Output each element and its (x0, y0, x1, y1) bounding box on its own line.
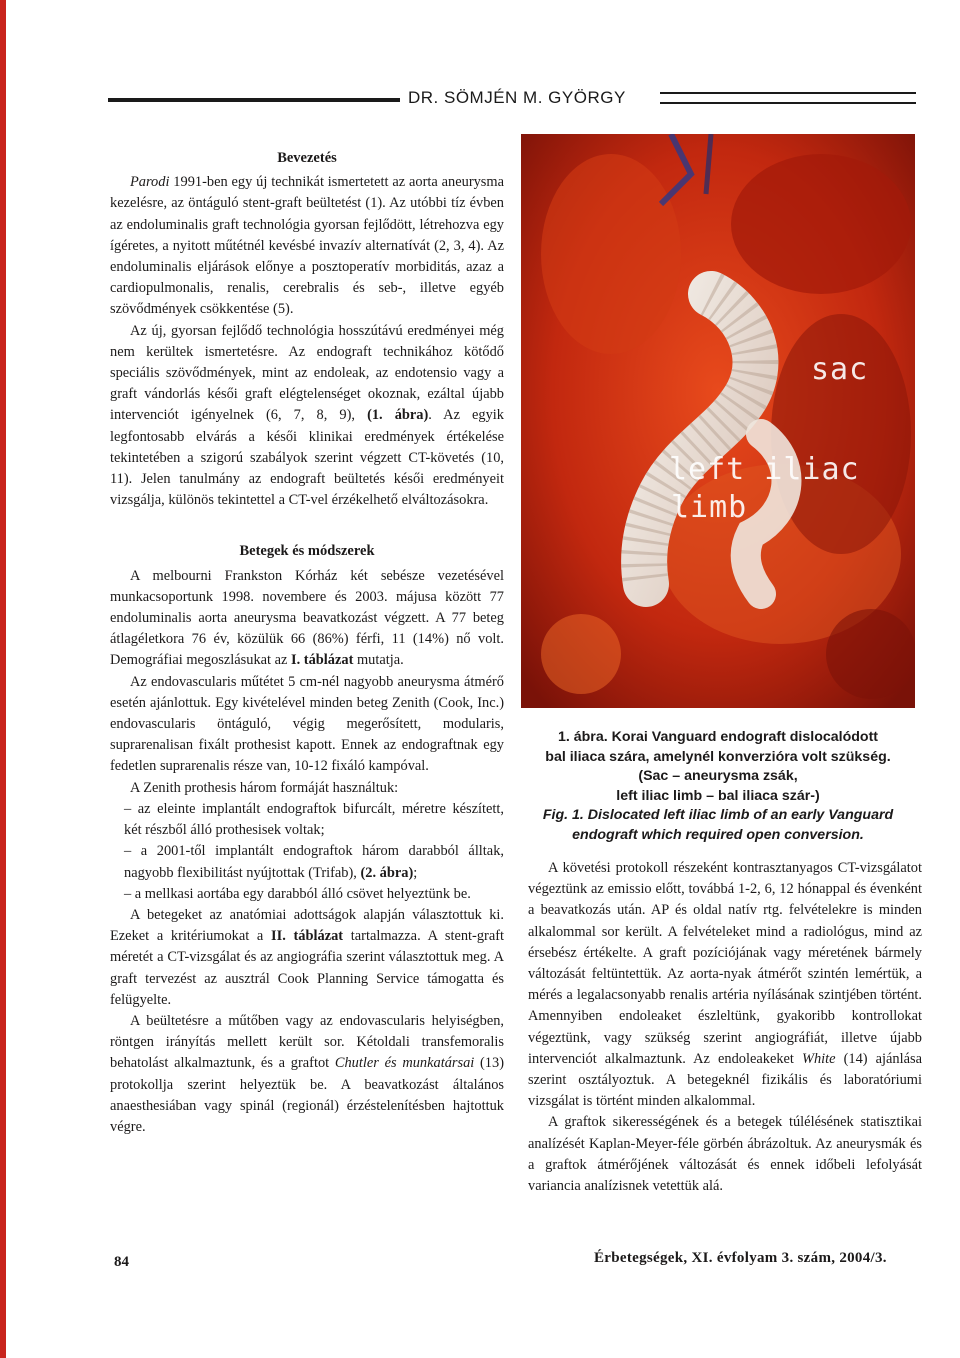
table-reference: I. táblázat (291, 652, 354, 669)
section-title-methods: Betegek és módszerek (239, 543, 375, 560)
photo-label-limb: limb (671, 490, 748, 525)
caption-hu-line-2: bal iliaca szára, amelynél konverzióra volt szükség. (545, 748, 891, 765)
header-author: DR. SÖMJÉN M. GYÖRGY (408, 88, 626, 107)
right-paragraph-1: A követési protokoll részeként kontrasztanyagos CT-vizsgálatot végeztünk az emissio előtt, továbbá 1-2, 6, 12 hónappal és évenként a beavatkozás után. AP és oldal natív rtg. felvételekre is minden alkalommal sor került. A felvételeket mind a radiológus, mind az érsebész értékelte. A graft pozíciójának vagy méretének bármely változását feltüntettük. Az aorta-nyak átmérőt szintén lemértük, a mérés a legalacsonyabb renalis artéria nyílásának szintjében történt. Amennyiben endoleaket észleltünk, gyakoribb kontrollokat végeztünk, vagy szükség szerint angiográfiát, illetve újabb intervenciót alkalmaztunk. Az endoleakeket White (14) ajánlása szerint osztályoztuk. A betegeknél fizikális és laboratóriumi vizsgálat is történt minden alkalommal. (528, 860, 922, 1110)
figure-reference-2: (2. ábra) (360, 864, 414, 881)
left-column (110, 148, 504, 1138)
methods-list-item-3: – a mellkasi aortába egy darabból álló csövet helyeztünk be. (124, 885, 471, 902)
table-reference-2: II. táblázat (271, 928, 344, 945)
caption-en-line-1: Fig. 1. Dislocated left iliac limb of an early Vanguard (542, 807, 894, 823)
intro-paragraph-2: Az új, gyorsan fejlődő technológia hosszútávú eredményei még nem kerültek ismertetésre. Az endograft technikához kötődő speciális szövődmények, mint az endoleak, az endotensio vagy a graft vándorlás késői graft elégtelenséget okoznak, ezáltal újabb intervenciót igényelnek (6, 7, 8, 9), (1. ábra). Az egyik legfontosabb elvárás a késői klinikai eredmények értékelése tekintetében a szigorú szabályok szerint végzett CT-követés (10, 11). Jelen tanulmány az endograft beültetés késői eredményeit vizsgálja, különös tekintettel a CT-vel érzékelhető elváltozásokra. (110, 322, 504, 509)
caption-en-line-2: endograft which required open conversion. (572, 826, 864, 843)
methods-paragraph-1: A melbourni Frankston Kórház két sebésze vezetésével munkacsoportunk 1998. novembere és 2003. májusa között 77 endoluminalis aorta aneurysma beavatkozást végzett. A 77 beteg átlagéletkora 76 év, közülük 66 (86%) férfi, 11 (14%) nő volt. Demográfiai megoszlásukat az I. táblázat mutatja. (110, 567, 504, 669)
author-name-italic: Parodi (130, 174, 170, 191)
photo-label-sac: sac (811, 352, 869, 387)
header-rule-left (108, 98, 400, 102)
methods-list-item-1: – az eleinte implantált endograftok bifurcált, méretre készített, két részből álló prothesisek voltak; (124, 800, 504, 839)
figure-reference: (1. ábra) (367, 407, 429, 424)
right-column (528, 858, 922, 1197)
intro-paragraph-1: Parodi 1991-ben egy új technikát ismertetett az aorta aneurysma kezelésre, az öntáguló stent-graft beültetést (1). Az utóbbi tíz évben az endoluminalis graft technológia gyorsan fejlődött, létrehozva egy ígéretes, a nyitott műtétnél kevésbé invazív alternatívát (2, 3, 4). Az endoluminalis eljárások előnye a posztoperatív morbiditás, azaz a cardiopulmonalis, renalis, cerebralis és seb-, illetve egyéb szövődmények csökkentése (5). (110, 174, 504, 318)
caption-hu-line-3: (Sac – aneurysma zsák, (638, 768, 798, 784)
caption-hu-line-1: 1. ábra. Korai Vanguard endograft dislocalódott (557, 729, 879, 745)
surgical-photo-illustration (521, 134, 915, 708)
right-paragraph-2: A graftok sikerességének és a betegek túlélésének statisztikai analízését Kaplan-Meyer-féle görbén ábrázoltuk. Az aneurysmák és a graftok átmérőjének változását és ennek időbeli lefolyását variancia analízisnek vetettük alá. (528, 1114, 922, 1195)
caption-hu-line-4: left iliac limb – bal iliaca szár-) (616, 787, 820, 804)
methods-paragraph-5: A beültetésre a műtőben vagy az endovascularis helyiségben, röntgen irányítás mellett került sor. Kétoldali transfemoralis behatolást alkalmaztunk, és a graftot Chutler és munkatársai (13) protokollja szerint helyeztük be. A beavatkozást általános anaesthesiában vagy spinál (regionál) érzéstelenítésben hajtottuk végre. (110, 1012, 504, 1135)
methods-list-item-2: – a 2001-től implantált endograftok három darabból álltak, nagyobb flexibilitást nyújtottak (Trifab), (2. ábra); (124, 843, 504, 881)
journal-footer: Érbetegségek, XI. évfolyam 3. szám, 2004/3. (594, 1250, 887, 1266)
figure-caption (521, 728, 915, 845)
page-edge-mark (0, 0, 6, 1358)
page-number: 84 (114, 1254, 129, 1270)
surgical-photo (521, 134, 915, 708)
photo-label-left-iliac: left iliac (669, 452, 860, 487)
methods-paragraph-2: Az endovascularis műtétet 5 cm-nél nagyobb aneurysma átmérő esetén ajánlottuk. Egy kivételével minden beteg Zenith (Cook, Inc.) endovascularis öntáguló, végig megerősített, modularis, suprarenalisan fixált prothesist kapott. Ennek az endograftnak egy fedetlen suprarenalis része van, 10-12 fixáló kampóval. (110, 673, 504, 775)
header-rule-right (660, 92, 916, 104)
methods-paragraph-3: A Zenith prothesis három formáját használtuk: (130, 779, 399, 796)
methods-paragraph-4: A betegeket az anatómiai adottságok alapján választottuk ki. Ezeket a kritériumokat a II. táblázat tartalmazza. A stent-graft méretét a CT-vizsgálat és az angiográfia szerint választottuk meg. A graft tervezést az ausztrál Cook Planning Service támogatta és felügyelte. (110, 906, 504, 1008)
section-title-intro: Bevezetés (277, 150, 337, 166)
